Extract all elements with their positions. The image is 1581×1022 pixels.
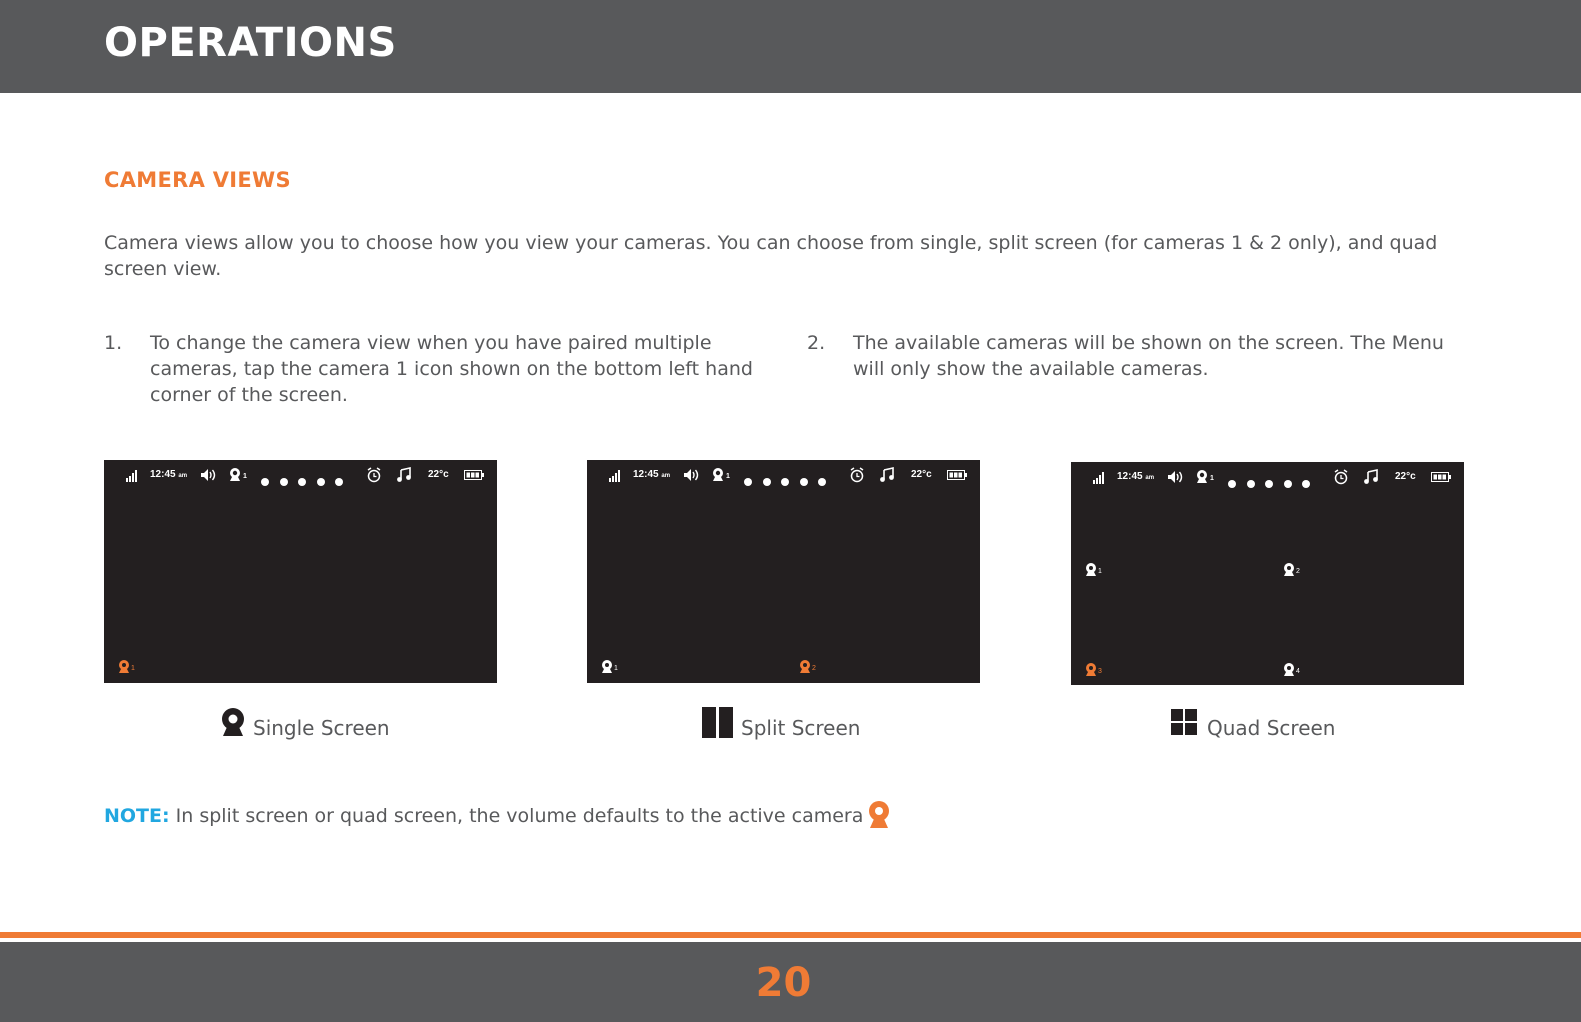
music-icon	[880, 467, 894, 482]
speaker-icon	[683, 468, 701, 482]
page-dots	[744, 471, 837, 490]
step-text: The available cameras will be shown on the screen. The Menu will only show the available cameras.	[853, 332, 1444, 380]
music-icon	[397, 467, 411, 482]
single-camera-icon	[220, 707, 246, 742]
alarm-icon	[1333, 469, 1349, 485]
quad-screen-icon	[1171, 709, 1198, 741]
camera-3-badge[interactable]: 3	[1085, 662, 1097, 676]
caption-label: Quad Screen	[1207, 716, 1336, 740]
status-bar	[104, 465, 497, 487]
camera-icon: 1	[229, 467, 243, 482]
page-dots	[1228, 473, 1321, 492]
page-title: OPERATIONS	[104, 20, 397, 66]
battery-icon	[947, 470, 967, 480]
signal-icon	[126, 470, 138, 482]
speaker-icon	[1167, 470, 1185, 484]
active-camera-icon	[867, 800, 891, 833]
clock-time: 12:45 am	[150, 469, 188, 480]
status-bar	[1071, 467, 1464, 489]
caption-label: Split Screen	[741, 716, 861, 740]
signal-icon	[609, 470, 621, 482]
battery-icon	[464, 470, 484, 480]
single-screen-preview	[104, 460, 497, 683]
step-number: 2.	[807, 332, 826, 354]
temperature: 22°c	[911, 469, 932, 480]
page-number: 20	[755, 960, 812, 1006]
step-number: 1.	[104, 332, 123, 354]
camera-2-badge[interactable]: 2	[799, 659, 811, 673]
step-text: To change the camera view when you have paired multiple cameras, tap the camera 1 icon shown on the bottom left hand corner of the screen.	[150, 332, 753, 406]
intro-paragraph: Camera views allow you to choose how you view your cameras. You can choose from single, split screen (for cameras 1 & 2 only), and quad screen view.	[104, 232, 1438, 280]
page-header	[0, 0, 1581, 93]
camera-icon: 1	[1196, 469, 1210, 484]
camera-1-badge[interactable]: 1	[1085, 562, 1097, 576]
camera-1-badge[interactable]: 1	[601, 659, 613, 673]
speaker-icon	[200, 468, 218, 482]
camera-2-badge[interactable]: 2	[1283, 562, 1295, 576]
note-label: NOTE:	[104, 805, 170, 827]
music-icon	[1364, 469, 1378, 484]
caption-label: Single Screen	[253, 716, 390, 740]
page-footer	[0, 942, 1581, 1022]
camera-icon: 1	[712, 467, 726, 482]
quad-screen-preview	[1071, 462, 1464, 685]
signal-icon	[1093, 472, 1105, 484]
alarm-icon	[366, 467, 382, 483]
page-dots	[261, 471, 354, 490]
camera-4-badge[interactable]: 4	[1283, 662, 1295, 676]
status-bar	[587, 465, 980, 487]
split-screen-preview	[587, 460, 980, 683]
clock-time: 12:45 am	[1117, 471, 1155, 482]
clock-time: 12:45 am	[633, 469, 671, 480]
note-text: In split screen or quad screen, the volume defaults to the active camera	[169, 805, 864, 827]
split-screen-icon	[702, 707, 734, 743]
battery-icon	[1431, 472, 1451, 482]
alarm-icon	[849, 467, 865, 483]
temperature: 22°c	[1395, 471, 1416, 482]
footer-divider	[0, 932, 1581, 938]
section-title: CAMERA VIEWS	[104, 168, 291, 192]
note	[104, 800, 891, 833]
temperature: 22°c	[428, 469, 449, 480]
camera-1-badge[interactable]: 1	[118, 659, 130, 673]
